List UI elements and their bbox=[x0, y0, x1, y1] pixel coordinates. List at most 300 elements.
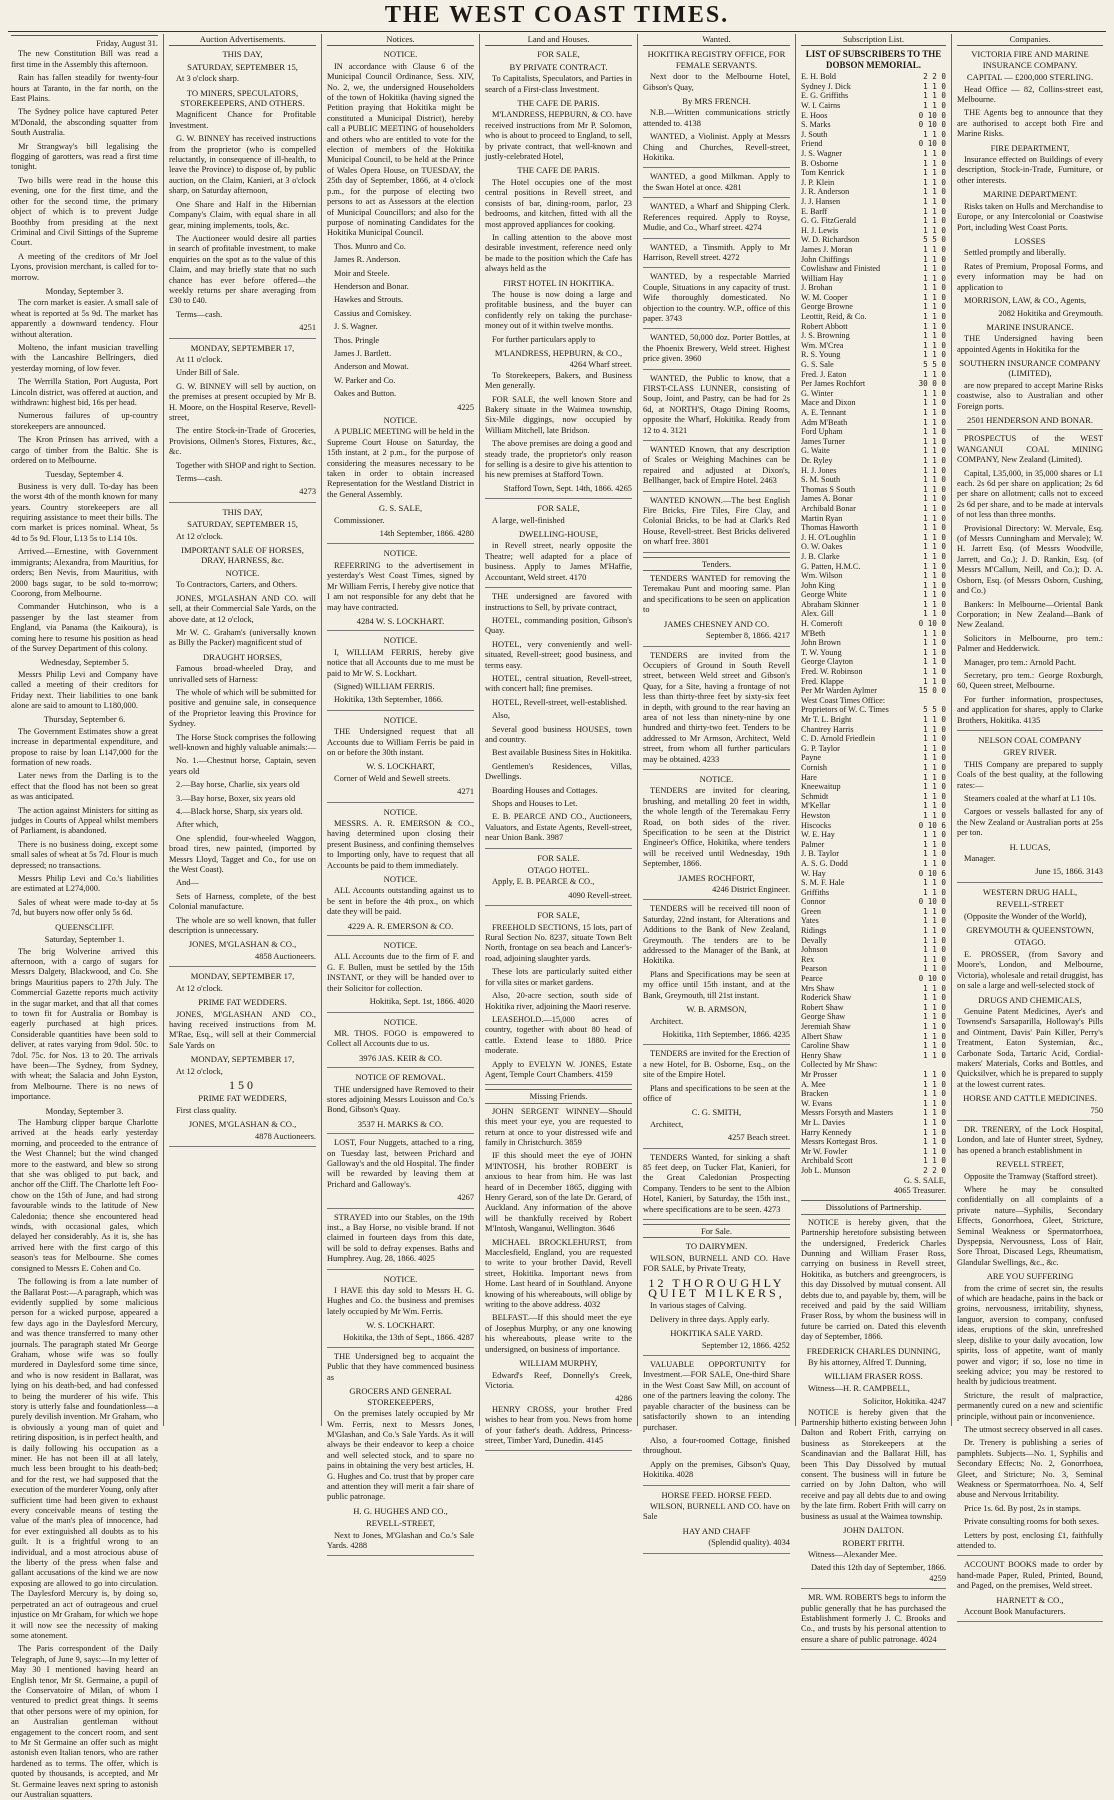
ad-text: Risks taken on Hulls and Merchandise to Europe, or any Intercolonial or Coastwise Port, including West Coast Ports. bbox=[957, 201, 1103, 232]
subscriber-row bbox=[801, 264, 946, 274]
column-4 bbox=[480, 34, 638, 1445]
ad-text: In various stages of Calving. bbox=[650, 1301, 747, 1311]
subscriber-name: W. Hay bbox=[801, 868, 826, 878]
ad-text: Dr. Trenery is publishing a series of pamphlets. Subjects—No. 1, Syphilis and Secondary Effects; No. 2, Gonorrhoea, Gleet, and Stricture; No. 3, Seminal Weakness or Spermatorrhoea. No. 4, Self abuse and Nervous Irritability. bbox=[957, 1438, 1103, 1500]
advertisement bbox=[643, 1219, 790, 1220]
subscriber-name: E. G. Griffiths bbox=[801, 91, 849, 101]
ad-heading: H. G. HUGHES AND CO., bbox=[353, 1505, 448, 1516]
ad-divider bbox=[957, 429, 1103, 430]
subscriber-row bbox=[801, 782, 946, 792]
subscriber-name: Jeremiah Shaw bbox=[801, 1022, 851, 1031]
subscriber-amount: 1 1 0 bbox=[923, 993, 946, 1003]
ad-text: G. W. BINNEY has received instructions from the proprietor (who is compelled reluctantly, in consequence of ill-health, to leave the Province) to dispose of, by public auction, on the Claim, Kanieri, at 3 o'clock sharp, on Saturday afternoon, bbox=[169, 134, 316, 196]
subscriber-name: A. S. G. Dodd bbox=[801, 858, 848, 868]
ad-text: MR. WM. ROBERTS begs to inform the public generally that he has purchased the Establishment formerly J. C. Brooks and Co., and trusts by his personal attention to ensure a share of public patronage. 4024 bbox=[801, 1593, 946, 1644]
subscriber-amount: 30 0 0 bbox=[918, 379, 946, 389]
subscriber-amount: 1 1 0 bbox=[923, 532, 946, 542]
subscriber-row bbox=[801, 1003, 946, 1013]
ad-text: The whole of which will be submitted for positive and genuine sale, in consequence of the Proprietor leaving this Province for Sydney. bbox=[169, 687, 316, 729]
subscriber-row bbox=[801, 379, 946, 389]
ad-heading: GROCERS AND GENERAL STOREKEEPERS, bbox=[349, 1386, 452, 1407]
ad-text: JOHN SERGENT WINNEY—Should this meet your eye, you are requested to return at once to your distressed wife and family in Christchurch. 3859 bbox=[485, 1106, 632, 1147]
subscriber-row bbox=[801, 101, 946, 111]
ad-text: The house is now doing a large and profitable business, and the buyer can confidently rely on taking the purchase-money out of it within twelve months. bbox=[485, 289, 632, 331]
advertisement bbox=[643, 1148, 790, 1149]
subscriber-row bbox=[801, 763, 946, 773]
ad-reference: 4225 bbox=[457, 402, 474, 412]
news-paragraph: Later news from the Darling is to the effect that the flood has not been so great as was anticipated. bbox=[11, 771, 158, 802]
subscriber-row bbox=[801, 773, 946, 783]
subscriber-amount: 1 1 0 bbox=[923, 91, 946, 101]
ad-heading: M'LANDRESS, HEPBURN, & CO., bbox=[494, 347, 623, 358]
subscriber-name: Payne bbox=[801, 753, 822, 763]
ad-divider bbox=[169, 502, 316, 503]
advertisement bbox=[643, 899, 790, 900]
subscriber-amount: 1 1 0 bbox=[923, 628, 946, 638]
column-1 bbox=[6, 34, 164, 1799]
subscriber-row bbox=[801, 408, 946, 418]
ad-text: THE undersigned have Removed to their stores adjoining Messrs Louisson and Co.'s Bond, Gibson's Quay. bbox=[327, 1084, 474, 1115]
column-header bbox=[11, 34, 158, 36]
ad-text: LEASEHOLD.—15,000 acres of country, together with about 80 head of cattle. Extend lease to 1880. Price moderate. bbox=[485, 1014, 632, 1056]
subscriber-row bbox=[801, 72, 946, 82]
ad-divider bbox=[643, 1355, 790, 1356]
subscriber-name: Connor bbox=[801, 897, 826, 907]
subscriber-amount: 1 1 0 bbox=[923, 1022, 946, 1031]
ad-heading: CAPITAL — £200,000 STERLING. bbox=[966, 72, 1094, 83]
ad-text: ALL Accounts outstanding against us to be sent in before the 4th prox., on which date they will be paid. bbox=[327, 886, 474, 917]
ad-text: Famous broad-wheeled Dray, and unrivalled sets of Harness: bbox=[169, 664, 316, 684]
subscriber-amount: 1 1 0 bbox=[923, 81, 946, 91]
ad-text: The Horse Stock comprises the following well-known and highly valuable animals:— bbox=[169, 732, 316, 752]
subscriber-name: Messrs Forsyth and Masters bbox=[801, 1108, 894, 1118]
subscriber-row bbox=[801, 130, 946, 140]
ad-heading: NOTICE. bbox=[383, 806, 418, 817]
subscriber-row bbox=[801, 446, 946, 456]
subscriber-name: Wm. Wilson bbox=[801, 571, 843, 581]
subscriber-amount: 1 1 0 bbox=[923, 292, 946, 302]
subscriber-amount: 1 1 0 bbox=[923, 484, 946, 494]
advertisement bbox=[643, 197, 790, 198]
advertisement bbox=[643, 440, 790, 441]
subscriber-name: G. Patten, H.M.C. bbox=[801, 561, 861, 571]
section-subheader: Missing Friends. bbox=[485, 1089, 632, 1103]
ad-heading: C. G. SMITH, bbox=[691, 1107, 742, 1118]
subscriber-row bbox=[801, 1108, 946, 1118]
subscriber-row bbox=[801, 609, 946, 619]
ad-text: Commissioner. bbox=[334, 515, 385, 525]
subscriber-row bbox=[801, 936, 946, 946]
ad-text: To Contractors, Carters, and Others. bbox=[176, 580, 298, 590]
ad-reference: Solicitor, Hokitika. 4247 bbox=[863, 1397, 946, 1407]
subscriber-row bbox=[801, 916, 946, 926]
ad-text: W. Parker and Co. bbox=[334, 375, 396, 385]
ad-heading: NELSON COAL COMPANY bbox=[978, 734, 1082, 745]
subscriber-name: Per Mr Warden Aylmer bbox=[801, 686, 877, 696]
ad-text: FOR SALE, the well known Store and Bakery situate in the Waimea township, Six-Mile diggings, now occupied by William Mitchell, late Bridson. bbox=[485, 394, 632, 435]
subscriber-amount: 5 5 0 bbox=[923, 235, 946, 245]
advertisement bbox=[485, 498, 632, 499]
ad-text: Also, 20-acre section, south side of Hokitika river, adjoining the Maori reserve. bbox=[485, 991, 632, 1011]
ad-divider bbox=[327, 1133, 474, 1134]
column-5 bbox=[638, 34, 796, 1548]
ad-heading: THE CAFE DE PARIS. bbox=[517, 98, 600, 109]
subscriber-amount: 1 1 0 bbox=[923, 878, 946, 888]
subscriber-name: Cornish bbox=[801, 762, 827, 772]
ad-divider bbox=[327, 1208, 474, 1209]
ad-divider bbox=[643, 1485, 790, 1486]
ad-divider bbox=[643, 167, 790, 168]
subscriber-row bbox=[801, 667, 946, 677]
subscriber-amount: 1 1 0 bbox=[923, 216, 946, 226]
ad-text: At 12 o'clock, bbox=[176, 1066, 223, 1076]
subscriber-name: E. Hoos bbox=[801, 110, 828, 120]
ad-heading: WILLIAM MURPHY, bbox=[519, 1358, 598, 1369]
ad-text: ALL Accounts due to the firm of F. and G. F. Bullen, must be settled by the 15th INSTANT, or they will be handed over to their Solicitor for collection. bbox=[327, 952, 474, 993]
subscriber-amount: 1 1 0 bbox=[923, 101, 946, 110]
subscriber-row bbox=[801, 562, 946, 572]
subscriber-amount: 1 1 0 bbox=[923, 791, 946, 801]
subscriber-name: M'Beth bbox=[801, 628, 826, 638]
subscriber-row bbox=[801, 427, 946, 437]
subscriber-name: Palmer bbox=[801, 839, 825, 849]
news-paragraph: Commander Hutchinson, who is a passenger by the last steamer from England, via Panama (the Kaikoura), is coming here to resume his position as head of the Survey Department of this colony. bbox=[11, 602, 158, 653]
ad-divider bbox=[957, 1621, 1103, 1622]
subscriber-name: Mr T. L. Bright bbox=[801, 715, 852, 724]
ad-text: James J. Bartlett. bbox=[334, 348, 392, 358]
ad-divider bbox=[643, 238, 790, 239]
subscriber-name: Roderick Shaw bbox=[801, 993, 852, 1003]
ad-text: At 3 o'clock sharp. bbox=[176, 74, 239, 84]
subscriber-name: Alex. Gill bbox=[801, 609, 834, 619]
ad-text: Terms—cash. bbox=[176, 309, 223, 319]
subscriber-name: J. South bbox=[801, 129, 828, 139]
ad-heading: WESTERN DRUG HALL, bbox=[982, 886, 1078, 897]
ad-heading: THE CAFE DE PARIS. bbox=[517, 165, 600, 176]
subscriber-name: Henry Shaw bbox=[801, 1050, 842, 1060]
subscriber-name: James Turner bbox=[801, 436, 845, 446]
ad-text: For further information, prospectuses, and application for shares, apply to Clarke Brothers, Hokitika. 4135 bbox=[957, 694, 1103, 725]
ad-text: from the crime of secret sin, the results of which are headache, pains in the back or groins, nervousness, irritability, shyness, languor, aversion to company, confused ideas, eruptions of the skin, unrefreshed sleep, dislike to your daily avocation, low spirits, loss of appetite, want of manly power and vigor; if so, lose no time in seeking advice; you may be restored to health by judicious treatment. bbox=[957, 1283, 1103, 1387]
subscriber-name: H. J. Jones bbox=[801, 465, 837, 475]
subscriber-name: William Hay bbox=[801, 273, 844, 283]
ad-heading: 2501 HENDERSON AND BONAR. bbox=[966, 415, 1094, 425]
ad-heading: FOR SALE, bbox=[537, 910, 580, 921]
ad-text: LOST, Four Nuggets, attached to a ring, on Tuesday last, between Prichard and Galloway's and the old Hospital. The finder will be rewarded by leaving them at Prichard and Galloway's. bbox=[327, 1138, 474, 1189]
ad-text: THE undersigned are favored with instructions to Sell, by private contract, bbox=[485, 592, 632, 612]
ad-divider bbox=[169, 966, 316, 967]
subscriber-row bbox=[801, 331, 946, 341]
ad-text: WANTED, a Wharf and Shipping Clerk. References required. Apply to Royse, Mudie, and Co., Wharf street. 4274 bbox=[643, 202, 790, 233]
ad-reference: Hokitika, 11th September, 1866. 4235 bbox=[662, 1029, 790, 1039]
column-7 bbox=[952, 34, 1108, 1617]
subscriber-name: Thomas S South bbox=[801, 484, 856, 494]
ad-heading: OTAGO HOTEL. bbox=[527, 865, 590, 876]
subscriber-amount: 1 1 0 bbox=[923, 187, 946, 197]
ad-text: In calling attention to the above most desirable investment, reference need only be made to the position which the Cafe has always held as the bbox=[485, 232, 632, 274]
ad-text: Best available Business Sites in Hokitika. bbox=[492, 748, 632, 758]
subscriber-name: George Browne bbox=[801, 302, 853, 312]
ad-text: Also, bbox=[492, 711, 510, 721]
subscriber-row bbox=[801, 571, 946, 581]
advertisement bbox=[643, 238, 790, 239]
subscriber-amount: 15 0 0 bbox=[918, 686, 946, 696]
treasurer-signoff: 4065 Treasurer. bbox=[893, 1185, 946, 1195]
ad-heading: SATURDAY, SEPTEMBER 15, bbox=[187, 519, 298, 530]
ad-divider bbox=[327, 710, 474, 711]
ad-divider bbox=[643, 197, 790, 198]
subscriber-name: Albert Shaw bbox=[801, 1031, 843, 1041]
advertisement bbox=[957, 882, 1103, 883]
ad-heading: NOTICE. bbox=[383, 635, 418, 646]
subscriber-amount: 1 1 0 bbox=[923, 830, 946, 840]
subscriber-row bbox=[801, 255, 946, 265]
ad-text: One splendid, four-wheeled Waggon, broad tires, new painted, (imported by Messrs Lloyd, Tagget and Co., for use on the West Coast). bbox=[169, 833, 316, 875]
ad-text: THIS Company are prepared to supply Coals of the best quality, at the following rates:— bbox=[957, 759, 1103, 790]
subscriber-amount: 1 1 0 bbox=[923, 206, 946, 216]
section-subheader: Dissolutions of Partnership. bbox=[801, 1200, 946, 1214]
subscriber-amount: 1 1 0 bbox=[923, 753, 946, 763]
ad-text: WILSON, BURNELL AND CO. Have FOR SALE, by Private Treaty, bbox=[643, 1253, 790, 1274]
subscriber-name: Hare bbox=[801, 772, 817, 782]
subscriber-row bbox=[801, 753, 946, 763]
advertisement bbox=[643, 552, 790, 553]
news-paragraph: Rain has fallen steadily for twenty-four hours at Taranto, in the far north, on the East Plains. bbox=[11, 73, 158, 104]
subscriber-row bbox=[801, 245, 946, 255]
subscriber-row bbox=[801, 888, 946, 898]
ad-text: WANTED, by a respectable Married Couple, Situations in any capacity of trust. Wife thoroughly domesticated. No objection to the country. W.P., office of this paper. 3743 bbox=[643, 272, 790, 323]
ad-divider bbox=[327, 935, 474, 936]
subscriber-row bbox=[801, 955, 946, 965]
subscriber-name: J. B. Clarke bbox=[801, 551, 840, 561]
subscriber-row bbox=[801, 475, 946, 485]
ad-heading: HOKITIKA REGISTRY OFFICE, FOR FEMALE SERVANTS. bbox=[647, 49, 786, 70]
ad-text: in Revell street, nearly opposite the Theatre; well adapted for a place of business. Apply to James M'Haffie, Accountant, Weld street. 4170 bbox=[485, 541, 632, 582]
ad-heading: By MRS FRENCH. bbox=[682, 96, 751, 107]
ad-heading: JAMES ROCHFORT, bbox=[678, 872, 755, 883]
news-paragraph: The Government Estimates show a great increase in departmental expenditure, and propose to raise by loan L147,000 for the formation of new roads. bbox=[11, 726, 158, 767]
ad-text: Thos. Pringle bbox=[334, 335, 380, 345]
subscriber-amount: 1 1 0 bbox=[923, 542, 946, 552]
advertisement bbox=[169, 1146, 316, 1147]
subscriber-amount: 1 1 0 bbox=[923, 244, 946, 254]
ad-divider bbox=[485, 498, 632, 499]
ad-text: PROSPECTUS of the WEST WANGANUI COAL MINING COMPANY, New Zealand (Limited). bbox=[957, 434, 1103, 465]
ad-divider bbox=[957, 1120, 1103, 1121]
ad-text: To Capitalists, Speculators, and Parties in search of a First-class Investment. bbox=[485, 74, 632, 94]
ad-text: M'LANDRESS, HEPBURN, & CO. have received instructions from Mr P. Solomon, who is about to proceed to England, to sell, by private contract, that well-known and justly-celebrated Hotel, bbox=[485, 110, 632, 162]
subscriber-row bbox=[801, 1137, 946, 1147]
subscriber-amount: 1 1 0 bbox=[923, 964, 946, 974]
ad-text: Apply on the premises, Gibson's Quay, Hokitika. 4028 bbox=[643, 1459, 790, 1480]
subscriber-amount: 1 1 0 bbox=[923, 1069, 946, 1079]
ad-heading: GREYMOUTH & QUEENSTOWN, bbox=[966, 925, 1094, 936]
advertisement bbox=[801, 1588, 946, 1589]
ad-heading: TO DAIRYMEN. bbox=[685, 1241, 748, 1252]
ad-reference: 4267 bbox=[457, 1193, 474, 1203]
subscriber-amount: 5 5 0 bbox=[923, 360, 946, 370]
ad-heading: FOR SALE, bbox=[537, 49, 580, 60]
subscriber-name: T. W. Young bbox=[801, 647, 842, 657]
subscriber-row bbox=[801, 552, 946, 562]
ad-divider bbox=[485, 1450, 632, 1451]
ad-heading: W. S. LOCKHART. bbox=[366, 1320, 435, 1331]
subscriber-name: Mr L. Davies bbox=[801, 1117, 845, 1127]
ad-text: Witness—Alexander Mee. bbox=[808, 1549, 897, 1559]
ad-heading: SOUTHERN INSURANCE COMPANY (LIMITED), bbox=[959, 357, 1101, 379]
subscriber-name: W. D. Richardson bbox=[801, 235, 860, 245]
ad-text: At 12 o'clock. bbox=[176, 531, 223, 541]
ad-divider bbox=[957, 1555, 1103, 1556]
subscriber-amount: 0 10 0 bbox=[918, 619, 946, 629]
subscriber-amount: 1 1 0 bbox=[923, 935, 946, 945]
ad-text: Manager. bbox=[964, 854, 996, 864]
column-header: Auction Advertisements. bbox=[169, 34, 316, 46]
subscriber-row bbox=[801, 341, 946, 351]
subscriber-name: A. Mee bbox=[801, 1079, 826, 1089]
masthead-rule bbox=[8, 31, 1106, 32]
subscriber-amount: 1 1 0 bbox=[923, 743, 946, 753]
advertisement bbox=[643, 1044, 790, 1045]
ad-divider bbox=[327, 1269, 474, 1270]
subscriber-row bbox=[801, 350, 946, 360]
ad-heading: PRIME FAT WEDDERS. bbox=[198, 997, 287, 1008]
subscriber-amount: 1 1 0 bbox=[923, 580, 946, 590]
news-paragraph: The brig Wolverine arrived this afternoon, with a cargo of sugars for Messrs Dalgety, Blackwood, and Co. She brings Mauritius papers to 27th July. The Commercial Gazette reports much activity in the sugar market, and that all that comes to town fit for Australia or Bombay is eagerly purchased at high prices. Considerable quantities have been sold to deliver, at rates varying from 9dol. 50c. to 7dol. 75c. for Nos. 13 to 20. The arrivals have been—The Sydney, from Sydney, with wheat; the Salacia and John Eyston, from Melbourne. There is no news of importance. bbox=[11, 946, 158, 1102]
subscriber-name: Proprietors of W. C. Times bbox=[801, 705, 889, 715]
subscriber-name: Yates bbox=[801, 916, 819, 926]
subscriber-name: J. P. Klein bbox=[801, 177, 835, 187]
subscriber-name: W. I. Cairns bbox=[801, 101, 841, 110]
subscriber-row bbox=[801, 485, 946, 495]
subscriber-row bbox=[801, 1051, 946, 1061]
subscriber-row bbox=[801, 312, 946, 322]
subscriber-amount: 1 1 0 bbox=[923, 906, 946, 916]
ad-text: Corner of Weld and Sewell streets. bbox=[334, 773, 451, 783]
subscriber-amount: 1 1 0 bbox=[923, 599, 946, 609]
subscriber-row bbox=[801, 677, 946, 687]
advertisement bbox=[643, 1553, 790, 1554]
subscriber-name: Hiscocks bbox=[801, 820, 832, 830]
ad-text: These lots are particularly suited either for villa sites or market gardens. bbox=[485, 967, 632, 987]
news-paragraph: The Werrilla Station, Port Augusta, Port Lincoln district, was offered at auction, and withdrawn: highest bid, 16s per head. bbox=[11, 377, 158, 407]
subscriber-name: Green bbox=[801, 906, 822, 916]
subscriber-name: M'Kellar bbox=[801, 801, 831, 811]
masthead bbox=[0, 2, 1114, 32]
ad-text: Henderson and Bonar. bbox=[334, 281, 409, 291]
subscriber-row bbox=[801, 1147, 946, 1157]
ad-text: HENRY CROSS, your brother Fred wishes to hear from you. News from home of your father's death. Address, Princess-street, Timber Yard, Dunedin. 4145 bbox=[485, 1404, 632, 1445]
subscriber-name: G. Waite bbox=[801, 446, 830, 456]
subscriber-row bbox=[801, 370, 946, 380]
subscriber-row bbox=[801, 207, 946, 217]
subscriber-name: Chantrey Harris bbox=[801, 724, 854, 734]
subscriber-row bbox=[801, 91, 946, 101]
ad-divider bbox=[643, 369, 790, 370]
ad-text: Cassius and Comiskey. bbox=[334, 308, 412, 318]
subscriber-row bbox=[801, 974, 946, 984]
news-paragraph: Messrs Philip Levi and Company have called a meeting of their creditors for Friday next. Their liabilities to one bank alone are said to amount to L180,000. bbox=[11, 669, 158, 710]
subscriber-name: Mace and Dixon bbox=[801, 398, 856, 408]
subscriber-row bbox=[801, 1156, 946, 1166]
ad-text: By his attorney, Alfred T. Dunning, bbox=[808, 1358, 927, 1367]
ad-reference: 4273 bbox=[299, 487, 316, 497]
subscriber-row bbox=[801, 389, 946, 399]
ad-text: WANTED, 50,000 doz. Porter Bottles, at the Phoenix Brewery, Weld street. Highest price given. 3960 bbox=[643, 333, 790, 364]
ad-heading: HOKITIKA SALE YARD. bbox=[670, 1328, 763, 1339]
subscriber-row bbox=[801, 1089, 946, 1099]
news-paragraph: Molteno, the infant musician travelling with the Lancashire Bellringers, died yesterday morning, of low fever. bbox=[11, 342, 158, 373]
subscriber-amount: 0 10 0 bbox=[918, 139, 946, 149]
ad-heading: 3537 H. MARKS & CO. bbox=[357, 1118, 444, 1129]
ad-display-line: 150 bbox=[229, 1077, 256, 1092]
subscriber-row bbox=[801, 274, 946, 284]
advertisement bbox=[801, 1649, 946, 1650]
advertisement bbox=[327, 1555, 474, 1556]
ad-heading: THIS DAY, bbox=[222, 506, 263, 517]
column-3 bbox=[322, 34, 480, 1550]
subscriber-row bbox=[801, 638, 946, 648]
ad-text: DR. TRENERY, of the Lock Hospital, London, and late of Hunter street, Sydney, has opened a branch establishment in bbox=[957, 1124, 1103, 1155]
subscriber-amount: 1 1 0 bbox=[923, 225, 946, 235]
ad-text: Boarding Houses and Cottages. bbox=[492, 785, 598, 795]
ad-text: Insurance effected on Buildings of every description, Stock-in-Trade, Furniture, or other interests. bbox=[957, 155, 1103, 185]
advertisement bbox=[957, 1621, 1103, 1622]
ad-text: NOTICE is hereby given that the Partnership hitherto existing between John Dalton and Robert Frith, carrying on business as Storekeepers at the Scandinavian and the Ballarat Hill, has been This Day Dissolved by mutual consent. The business will in future be carried on by John Dalton, who will receive and pay all debts due to and owing by the late firm. Robert Frith will carry on business as usual at the Waimea township. bbox=[801, 1407, 946, 1521]
advertisement bbox=[485, 1450, 632, 1451]
ad-divider bbox=[801, 1649, 946, 1650]
ad-heading: ROBERT FRITH. bbox=[842, 1537, 905, 1548]
ad-text: Delivery in three days. Apply early. bbox=[650, 1314, 770, 1324]
dateline: Friday, August 31. bbox=[96, 39, 158, 48]
ad-text: TENDERS are invited from the Occupiers of Ground in South Revell street, between Weld street and Gibson's Quay, for a Site, having a frontage of not less than thirty-three feet by sixty-six feet in depth, with ground to the rear having an area of not less than ninety-nine by one hundred and thirty-two feet. Tenders to be addressed to Mr Armson, Architect, Weld street, from whom all further particulars may be obtained. 4233 bbox=[643, 650, 790, 764]
ad-heading: NOTICE. bbox=[383, 940, 418, 951]
subscriber-row bbox=[801, 1041, 946, 1051]
subscriber-amount: 1 1 0 bbox=[923, 254, 946, 264]
ad-reference: September 8, 1866. 4217 bbox=[706, 631, 790, 641]
ad-heading: REVELL STREET, bbox=[996, 1159, 1064, 1170]
subscriber-amount: 1 1 0 bbox=[923, 1137, 946, 1147]
subscriber-name: H. J. Lewis bbox=[801, 225, 839, 235]
ad-reference: June 15, 1866. 3143 bbox=[1035, 867, 1103, 877]
ad-heading: FIRST HOTEL IN HOKITIKA. bbox=[503, 277, 614, 288]
subscriber-name: George Clayton bbox=[801, 657, 853, 667]
subscriber-amount: 1 1 0 bbox=[923, 273, 946, 283]
ad-divider bbox=[643, 646, 790, 647]
subscriber-name: Pearson bbox=[801, 964, 827, 974]
dateline: Tuesday, September 4. bbox=[45, 469, 124, 480]
ad-text: Private consulting rooms for both sexes. bbox=[964, 1517, 1099, 1527]
subscriber-name: James A. Bonar bbox=[801, 494, 853, 504]
ad-text: WANTED Known, that any description of Scales or Weighing Machines can be repaired and adjusted at Dixon's, Bellhanger, back of Empire Hotel. 2463 bbox=[643, 445, 790, 486]
ad-display-line: 12 THOROUGHLY QUIET MILKERS, bbox=[648, 1275, 785, 1301]
subscriber-name: J. H. O'Loughlin bbox=[801, 532, 856, 542]
ad-heading: TO MINERS, SPECULATORS, STOREKEEPERS, AND OTHERS. bbox=[180, 87, 305, 109]
subscriber-name: Martin Ryan bbox=[801, 513, 843, 523]
ad-text: 4.—Black horse, Sharp, six years old. bbox=[176, 807, 303, 816]
subscriber-amount: 1 1 0 bbox=[923, 762, 946, 772]
ad-heading: NOTICE. bbox=[383, 874, 418, 885]
subscriber-name: John Chiffings bbox=[801, 254, 850, 264]
subscriber-amount: 1 1 0 bbox=[923, 945, 946, 955]
subscriber-name: A. E. Tennant bbox=[801, 408, 847, 417]
news-paragraph: The Hamburg clipper barque Charlotte arrived at the heads early yesterday morning, and proceeded to the entrance of the West Channel; but the wind changed more to the eastward, and blew so strong that she was obliged to put back, and anchor off the Cliff. The Charlotte left Foo-chow on the 15th of June, and had strong favourable winds to the latitude of New Caledonia; thence she encountered head winds, with occasional gales, which delayed her considerably. As it is, she has arrived here with the first cargo of this season's teas for Melbourne. She comes consigned to Messrs E. Cohen and Co. bbox=[11, 1118, 158, 1273]
subscriber-row bbox=[801, 111, 946, 121]
subscriber-row bbox=[801, 514, 946, 524]
subscriber-name: Hewston bbox=[801, 810, 831, 820]
subscriber-row bbox=[801, 235, 946, 245]
subscriber-name: Adm M'Beath bbox=[801, 417, 848, 427]
